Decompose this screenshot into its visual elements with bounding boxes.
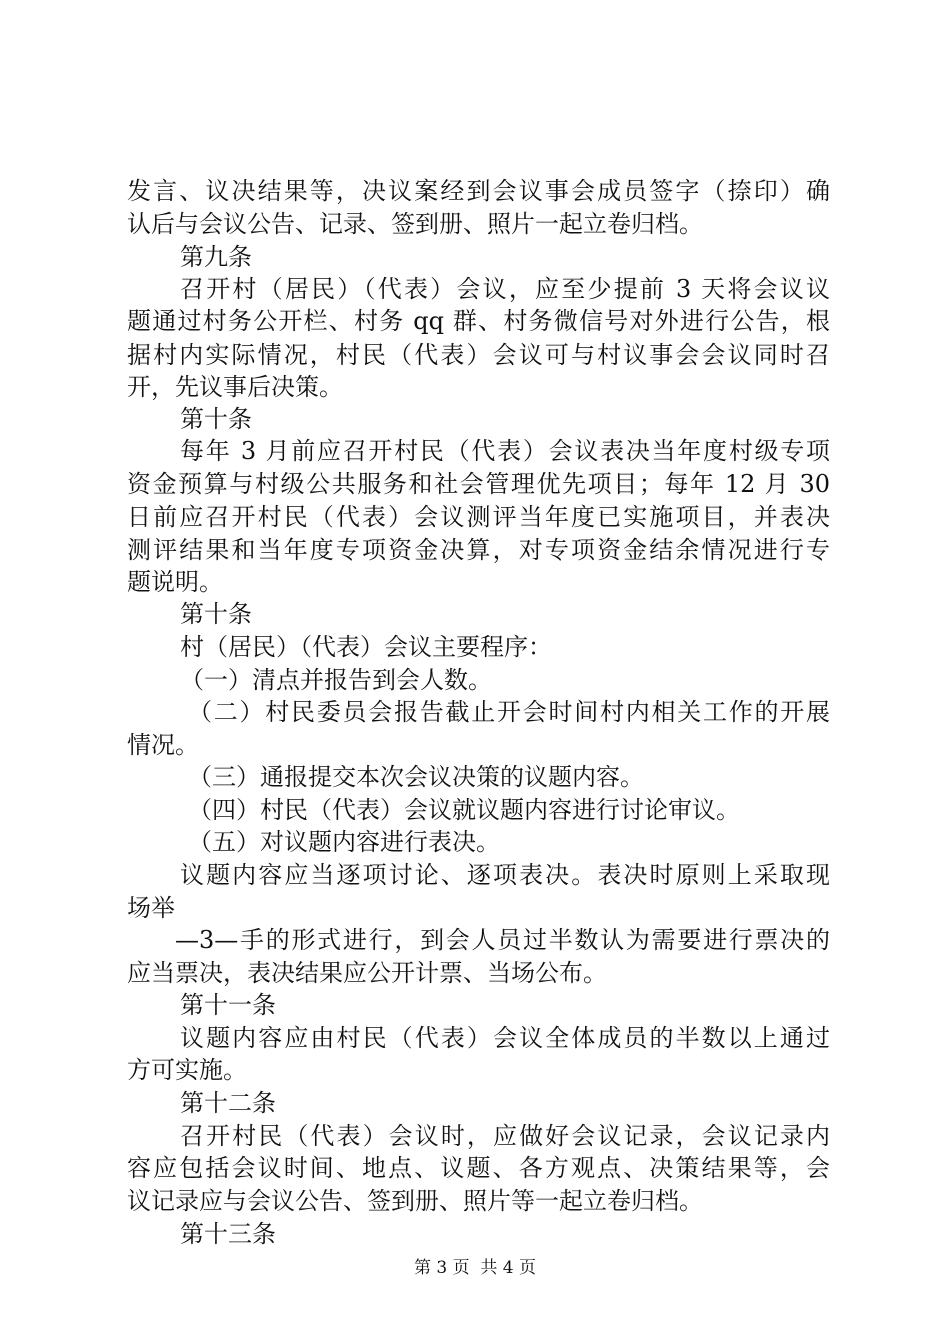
body-line: 题说明。	[127, 568, 223, 596]
procedure-item: （四）村民（代表）会议就议题内容进行讨论审议。	[188, 796, 740, 824]
body-line: 题通过村务公开栏、村务 qq 群、村务微信号对外进行公告，根	[127, 307, 830, 335]
article-heading: 第十一条	[180, 991, 276, 1019]
article-heading: 第九条	[180, 243, 252, 271]
procedure-item: （一）清点并报告到会人数。	[180, 666, 492, 694]
article-heading: 第十条	[180, 405, 252, 433]
article-heading: 第十三条	[180, 1220, 276, 1248]
body-line: 认后与会议公告、记录、签到册、照片一起立卷归档。	[127, 210, 703, 238]
body-line: 议题内容应当逐项讨论、逐项表决。表决时原则上采取现	[180, 861, 830, 889]
article-heading: 第十条	[180, 600, 252, 628]
body-line: 召开村民（代表）会议时，应做好会议记录，会议记录内	[180, 1122, 830, 1150]
body-line: 开，先议事后决策。	[127, 373, 343, 401]
procedure-item: （三）通报提交本次会议决策的议题内容。	[188, 763, 644, 791]
body-line: 资金预算与村级公共服务和社会管理优先项目；每年 12 月 30	[127, 470, 830, 498]
body-line: 容应包括会议时间、地点、议题、各方观点、决策结果等，会	[127, 1154, 830, 1182]
body-line: 日前应召开村民（代表）会议测评当年度已实施项目，并表决	[127, 503, 830, 531]
body-line: —3—手的形式进行，到会人员过半数认为需要进行票决的	[175, 926, 830, 954]
body-line: 情况。	[127, 731, 199, 759]
article-heading: 第十二条	[180, 1089, 276, 1117]
procedure-item: （五）对议题内容进行表决。	[188, 828, 500, 856]
body-line: 测评结果和当年度专项资金决算，对专项资金结余情况进行专	[127, 536, 830, 564]
body-line: 方可实施。	[127, 1056, 247, 1084]
body-line: 据村内实际情况，村民（代表）会议可与村议事会会议同时召	[127, 341, 830, 369]
body-line: 召开村（居民）（代表）会议，应至少提前 3 天将会议议	[180, 275, 830, 303]
body-line: 议题内容应由村民（代表）会议全体成员的半数以上通过	[180, 1024, 830, 1052]
body-line: 应当票决，表决结果应公开计票、当场公布。	[127, 959, 607, 987]
body-line: 每年 3 月前应召开村民（代表）会议表决当年度村级专项	[180, 437, 830, 465]
body-line: 发言、议决结果等，决议案经到会议事会成员签字（捺印）确	[127, 177, 830, 205]
page-footer: 第 3 页 共 4 页	[413, 1258, 537, 1278]
body-line: 场举	[127, 894, 175, 922]
body-line: 村（居民）（代表）会议主要程序：	[180, 633, 552, 661]
procedure-item: （二）村民委员会报告截止开会时间村内相关工作的开展	[188, 698, 830, 726]
body-line: 议记录应与会议公告、签到册、照片等一起立卷归档。	[127, 1187, 703, 1215]
